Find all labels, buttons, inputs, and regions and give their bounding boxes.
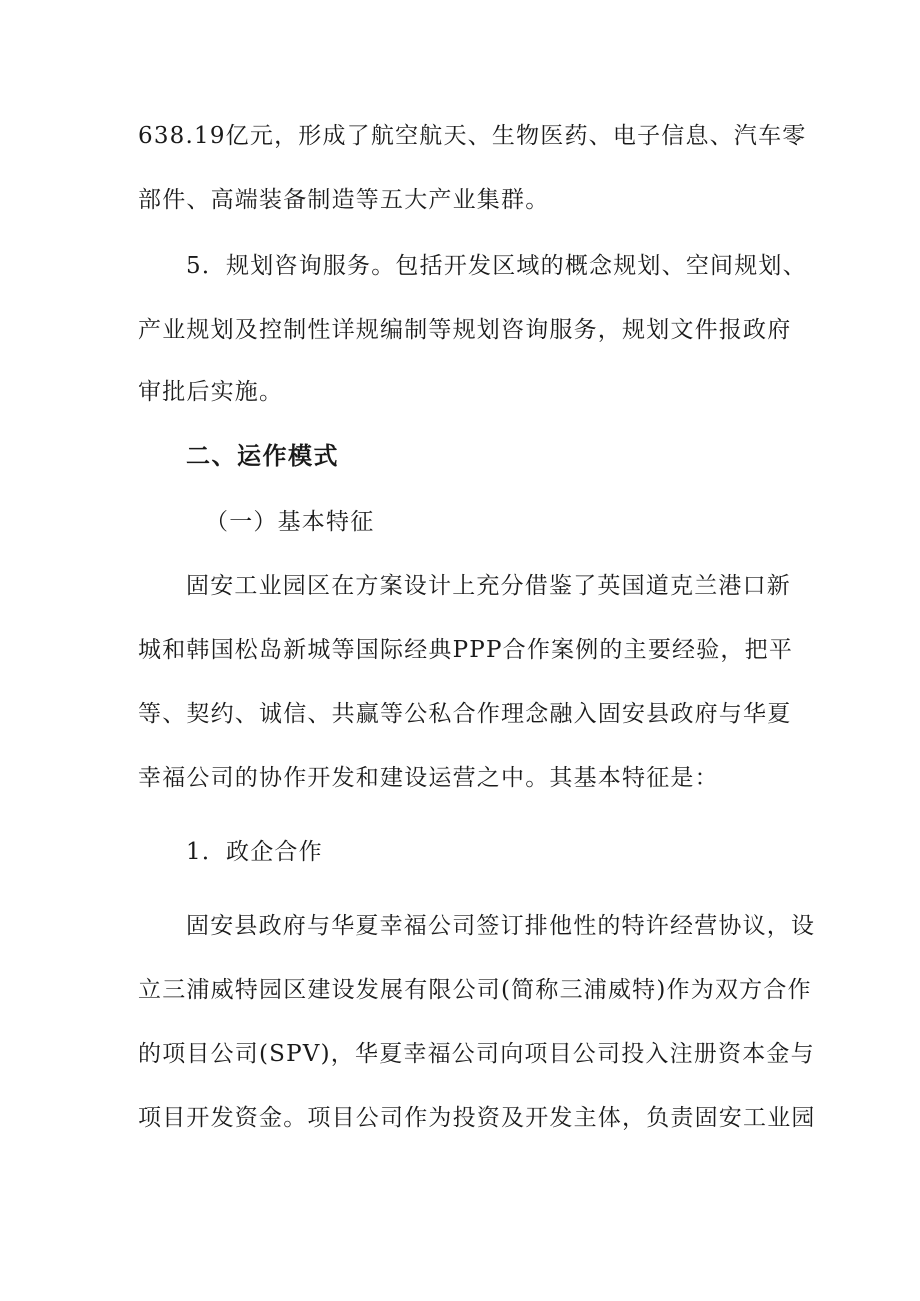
paragraph-1-line-1: 638.19亿元，形成了航空航天、生物医药、电子信息、汽车零	[138, 123, 807, 149]
paragraph-3-line-4: 幸福公司的协作开发和建设运营之中。其基本特征是：	[138, 765, 719, 791]
subsection-heading: （一）基本特征	[205, 509, 375, 535]
paragraph-4-line-3: 的项目公司(SPV)，华夏幸福公司向项目公司投入注册资本金与	[138, 1041, 815, 1067]
paragraph-1-line-2: 部件、高端装备制造等五大产业集群。	[138, 187, 550, 213]
paragraph-3-line-1: 固安工业园区在方案设计上充分借鉴了英国道克兰港口新	[186, 573, 791, 599]
paragraph-2-line-2: 产业规划及控制性详规编制等规划咨询服务，规划文件报政府	[138, 317, 792, 343]
paragraph-2-line-3: 审批后实施。	[138, 379, 284, 405]
paragraph-4-line-2: 立三浦威特园区建设发展有限公司(简称三浦威特)作为双方合作	[138, 977, 812, 1003]
paragraph-3-line-3: 等、契约、诚信、共赢等公私合作理念融入固安县政府与华夏	[138, 701, 792, 727]
paragraph-4-line-1: 固安县政府与华夏幸福公司签订排他性的特许经营协议，设	[186, 913, 816, 939]
item-heading: 1．政企合作	[186, 839, 323, 865]
paragraph-4-line-4: 项目开发资金。项目公司作为投资及开发主体，负责固安工业园	[138, 1105, 816, 1131]
section-heading: 二、运作模式	[186, 442, 339, 470]
paragraph-2-line-1: 5．规划咨询服务。包括开发区域的概念规划、空间规划、	[186, 253, 807, 279]
paragraph-3-line-2: 城和韩国松岛新城等国际经典PPP合作案例的主要经验，把平	[138, 637, 794, 663]
